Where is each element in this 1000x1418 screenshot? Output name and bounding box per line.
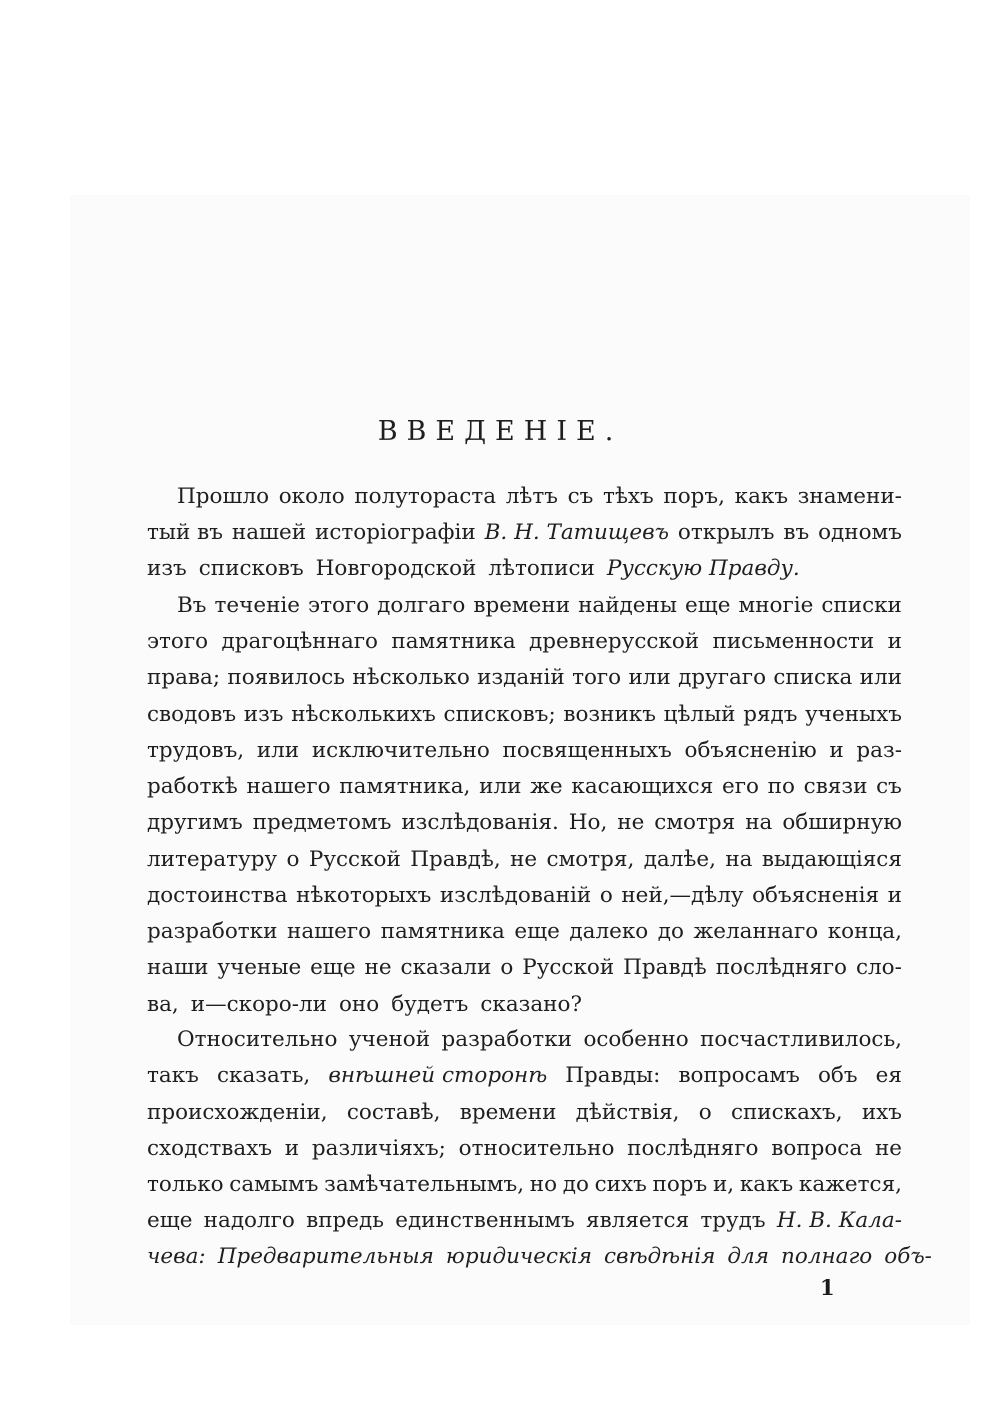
word: изъ: [243, 702, 284, 727]
text-line: [147, 1095, 902, 1131]
word: по: [767, 774, 795, 799]
word: дѣйствія,: [575, 1100, 680, 1125]
word: списки: [821, 593, 902, 618]
word: ученыхъ: [805, 702, 902, 727]
word: нѣсколькихъ: [291, 702, 436, 727]
text-line: [147, 551, 902, 587]
word: сло-: [855, 955, 902, 980]
word: раз-: [856, 738, 902, 763]
word: Новгородской: [315, 556, 477, 581]
word: лѣтописи: [488, 556, 595, 581]
word: связи: [803, 774, 868, 799]
word: ней,—дѣлу: [621, 883, 744, 908]
word: и: [887, 629, 902, 654]
word: съ: [567, 484, 594, 509]
word: изслѣдованія.: [401, 810, 559, 835]
text-line: [147, 950, 902, 986]
word: еще: [685, 593, 731, 618]
word: не: [364, 955, 392, 980]
text-line: [147, 1203, 902, 1239]
text-line: [147, 515, 902, 551]
word: относительно: [458, 1136, 615, 1161]
word: другимъ: [147, 810, 243, 835]
word: только: [147, 1172, 224, 1197]
word: памятника: [380, 919, 505, 944]
word: памятника: [391, 629, 516, 654]
text-line: [147, 914, 902, 950]
word: различіяхъ;: [311, 1136, 446, 1161]
word: разработки: [147, 919, 278, 944]
text-line: [147, 733, 902, 769]
word: нѣкоторыхъ: [296, 883, 432, 908]
word: открылъ: [677, 520, 775, 545]
word: юридическія: [445, 1244, 593, 1269]
word: ва,: [147, 992, 179, 1017]
word: кажется,: [798, 1172, 902, 1197]
word: на: [725, 847, 753, 872]
word: касающихся: [571, 774, 714, 799]
word: спискахъ,: [730, 1100, 843, 1125]
word: списковъ: [198, 556, 304, 581]
word: о: [698, 1100, 712, 1125]
word: нашего: [287, 919, 372, 944]
word: этого: [308, 593, 370, 618]
word: ученой: [348, 1027, 431, 1052]
word: въ: [783, 520, 810, 545]
text-line: [147, 987, 902, 1023]
word: и: [284, 1136, 300, 1161]
word: поръ: [652, 1172, 708, 1197]
word: происхожденіи,: [147, 1100, 328, 1125]
text-line: [147, 479, 902, 515]
word: послѣдняго: [627, 1136, 759, 1161]
text-line: [147, 697, 902, 733]
word: съ: [876, 774, 902, 799]
word: литературу: [147, 847, 278, 872]
text-line: [147, 588, 902, 624]
word: лѣтъ: [505, 484, 558, 509]
word: особенно: [583, 1027, 689, 1052]
text-line: [147, 769, 902, 805]
word: посчастливилось,: [700, 1027, 902, 1052]
word: Русской: [522, 955, 615, 980]
word: изслѣдованій: [439, 883, 592, 908]
word: о: [599, 883, 613, 908]
word: свѣдѣнія: [604, 1244, 716, 1269]
word: времени: [473, 593, 571, 618]
word: самымъ: [229, 1172, 319, 1197]
text-line: [147, 1239, 932, 1275]
word: сихъ: [594, 1172, 647, 1197]
word: или: [628, 665, 671, 690]
word: не: [874, 1136, 902, 1161]
chapter-heading: ВВЕДЕНІЕ.: [377, 416, 623, 447]
word: чева:: [147, 1244, 206, 1269]
word: того: [572, 665, 622, 690]
word: для: [727, 1244, 769, 1269]
word: сводовъ: [147, 702, 237, 727]
text-line: [147, 1022, 902, 1058]
word: объясненію: [684, 738, 817, 763]
word: впредь: [306, 1208, 384, 1233]
word: о: [500, 955, 514, 980]
word: другаго: [678, 665, 767, 690]
word: но: [529, 1172, 558, 1197]
word: права;: [147, 665, 221, 690]
word: является: [586, 1208, 690, 1233]
word: еще: [514, 919, 560, 944]
text-line: [147, 805, 902, 841]
word: или: [256, 738, 300, 763]
word: Прошло: [177, 484, 270, 509]
word: Но,: [568, 810, 608, 835]
word: одномъ: [818, 520, 902, 545]
word: поръ,: [663, 484, 725, 509]
word: или: [479, 774, 522, 799]
word: и: [887, 883, 902, 908]
word: изданій: [477, 665, 565, 690]
word: до: [562, 1172, 589, 1197]
word: объясненія: [752, 883, 880, 908]
word: тѣхъ: [603, 484, 654, 509]
word: составѣ,: [346, 1100, 441, 1125]
word: сказано?: [480, 992, 582, 1017]
word: единственнымъ: [395, 1208, 575, 1233]
word: изъ: [147, 556, 187, 581]
word: исторіографіи: [315, 520, 476, 545]
word: полнаго: [780, 1244, 873, 1269]
text-line: [147, 624, 902, 660]
word: нѣсколько: [352, 665, 470, 690]
word: нашего: [246, 774, 331, 799]
word: же: [530, 774, 563, 799]
word: этого: [147, 629, 209, 654]
word: выдающіяся: [761, 847, 902, 872]
text-line: [147, 878, 902, 914]
word: многіе: [738, 593, 814, 618]
word: какъ: [734, 484, 788, 509]
word: найдены: [578, 593, 677, 618]
word: Предварительныя: [217, 1244, 434, 1269]
word: трудовъ,: [147, 738, 245, 763]
word: ученые: [217, 955, 302, 980]
word: предметомъ: [252, 810, 392, 835]
word: трудъ: [700, 1208, 766, 1233]
word: или: [859, 665, 902, 690]
word: около: [278, 484, 345, 509]
word: до: [657, 919, 684, 944]
word: исключительно: [311, 738, 490, 763]
word: объ-: [884, 1244, 932, 1269]
word: достоинства: [147, 883, 288, 908]
word: замѣчательнымъ,: [324, 1172, 525, 1197]
word: конца,: [827, 919, 902, 944]
word: смотря: [654, 810, 736, 835]
word: Относительно: [177, 1027, 338, 1052]
word: нашей: [231, 520, 307, 545]
word: какъ: [739, 1172, 794, 1197]
word: Правды:: [565, 1063, 661, 1088]
word: его: [722, 774, 759, 799]
word: вопроса: [771, 1136, 863, 1161]
word: еще: [147, 1208, 193, 1233]
text-line: [147, 842, 902, 878]
word: и: [829, 738, 844, 763]
word: и,: [712, 1172, 735, 1197]
word: будетъ: [391, 992, 469, 1017]
word: объ: [817, 1063, 858, 1088]
word: далѣе,: [643, 847, 716, 872]
word: наши: [147, 955, 209, 980]
word: вопросамъ: [678, 1063, 800, 1088]
word: возникъ: [563, 702, 656, 727]
word: далеко: [569, 919, 649, 944]
word: В. Н. Татищевъ: [484, 520, 669, 545]
word: такъ: [147, 1063, 199, 1088]
word: на: [745, 810, 773, 835]
word: смотря,: [546, 847, 635, 872]
word: сказали: [400, 955, 492, 980]
word: списка: [773, 665, 853, 690]
word: письменности: [712, 629, 875, 654]
text-line: [147, 1131, 902, 1167]
page-number: 1: [820, 1275, 835, 1300]
text-line: [147, 660, 902, 696]
word: разработки: [441, 1027, 572, 1052]
word: драгоцѣннаго: [221, 629, 378, 654]
word: времени: [459, 1100, 557, 1125]
word: древнерусской: [529, 629, 700, 654]
word: Русской: [308, 847, 401, 872]
word: послѣдняго: [715, 955, 847, 980]
word: и—скоро-ли: [190, 992, 327, 1017]
word: Н. В. Кала-: [776, 1208, 902, 1233]
word: сказать,: [216, 1063, 311, 1088]
word: знамени-: [797, 484, 902, 509]
word: теченіе: [214, 593, 301, 618]
word: Въ: [177, 593, 207, 618]
word: о: [286, 847, 300, 872]
word: тый въ: [147, 520, 223, 545]
word: еще: [310, 955, 356, 980]
word: списковъ;: [443, 702, 556, 727]
word: полутораста: [354, 484, 497, 509]
word: желаннаго: [693, 919, 819, 944]
text-line: [147, 1167, 902, 1203]
word: Русскую Правду.: [606, 556, 800, 581]
word: памятника,: [339, 774, 471, 799]
word: сходствахъ: [147, 1136, 273, 1161]
word: Правдѣ: [623, 955, 707, 980]
word: появилось: [227, 665, 346, 690]
text-line: [147, 1058, 902, 1094]
word: цѣлый: [663, 702, 736, 727]
word: посвященныхъ: [502, 738, 672, 763]
word: Правдѣ,: [410, 847, 501, 872]
word: ея: [875, 1063, 902, 1088]
word: оно: [338, 992, 380, 1017]
word: не: [617, 810, 645, 835]
word: работкѣ: [147, 774, 238, 799]
word: надолго: [203, 1208, 295, 1233]
word: внѣшней сторонѣ: [328, 1063, 548, 1088]
word: не: [510, 847, 538, 872]
word: обширную: [782, 810, 902, 835]
word: рядъ: [743, 702, 798, 727]
word: ихъ: [861, 1100, 902, 1125]
word: долгаго: [377, 593, 466, 618]
